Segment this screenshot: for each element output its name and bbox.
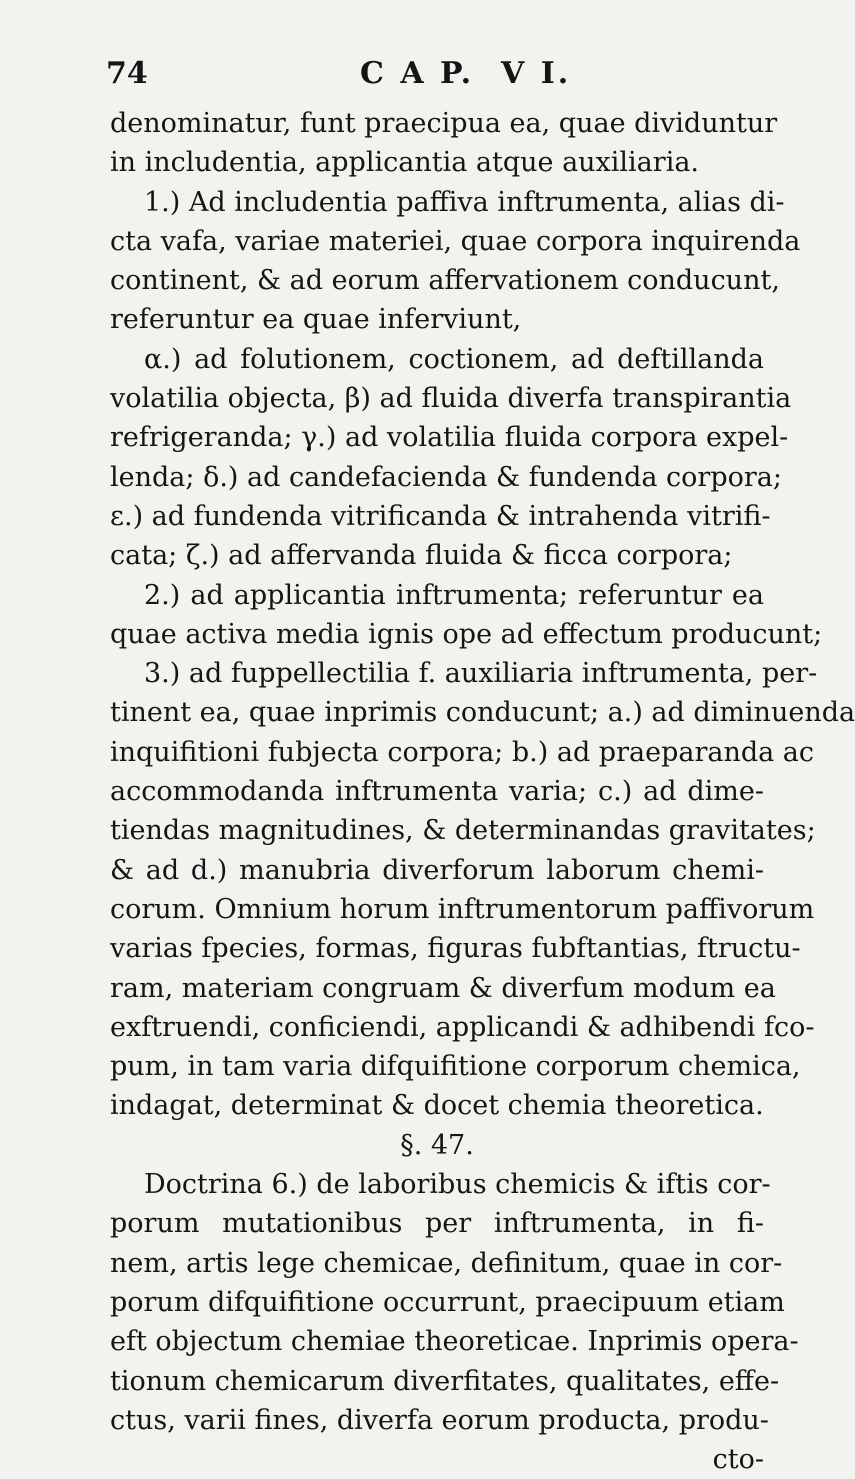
text-line: eft objectum chemiae theoreticae. Inprimis opera- <box>110 1326 799 1358</box>
text-line: denominatur, funt praecipua ea, quae dividuntur <box>110 108 778 139</box>
text-line: ctus, varii fines, diverfa eorum producta, produ- <box>110 1404 769 1436</box>
text-line: 2.) ad applicantia inftrumenta; referuntur ea <box>144 579 764 611</box>
section-heading: §. 47. <box>400 1129 474 1161</box>
text-line: ram, materiam congruam & diverfum modum ea <box>110 972 776 1004</box>
body-text <box>110 104 855 1479</box>
text-line: cta vafa, variae materiei, quae corpora inquirenda <box>110 225 801 257</box>
text-line: volatilia objecta, β) ad fluida diverfa transpirantia <box>110 383 792 415</box>
page-number: 74 <box>106 56 148 91</box>
catchword: cto- <box>712 1444 764 1476</box>
text-line: α.) ad folutionem, coctionem, ad deftillanda <box>144 343 764 375</box>
text-line: tionum chemicarum diverfitates, qualitates, effe- <box>110 1365 780 1397</box>
text-line: inquifitioni fubjecta corpora; b.) ad praeparanda ac <box>110 736 815 768</box>
text-line: indagat, determinat & docet chemia theoretica. <box>110 1090 764 1122</box>
page-header <box>0 52 800 96</box>
text-line: in includentia, applicantia atque auxiliaria. <box>110 147 700 179</box>
text-line: cata; ζ.) ad affervanda fluida & ficca corpora; <box>110 540 733 572</box>
text-line: 3.) ad fuppellectilia f. auxiliaria inftrumenta, per- <box>144 658 818 690</box>
text-line: refrigeranda; γ.) ad volatilia fluida corpora expel- <box>110 422 789 454</box>
text-line: continent, & ad eorum affervationem conducunt, <box>110 265 780 297</box>
text-line: accommodanda inftrumenta varia; c.) ad dime- <box>110 776 764 808</box>
text-line: Doctrina 6.) de laboribus chemicis & iftis cor- <box>144 1169 771 1201</box>
text-line: porum difquifitione occurrunt, praecipuum etiam <box>110 1286 785 1318</box>
text-line: tiendas magnitudines, & determinandas gravitates; <box>110 815 816 847</box>
text-line: nem, artis lege chemicae, definitum, quae in cor- <box>110 1247 783 1279</box>
text-line: pum, in tam varia difquifitione corporum chemica, <box>110 1051 801 1083</box>
text-line: referuntur ea quae inferviunt, <box>110 304 522 336</box>
running-head: C A P. V I. <box>360 56 572 91</box>
text-line: varias fpecies, formas, figuras fubftantias, ftructu- <box>110 933 801 965</box>
text-line: 1.) Ad includentia paffiva inftrumenta, alias di- <box>144 186 785 218</box>
text-line: tinent ea, quae inprimis conducunt; a.) ad diminuenda <box>110 697 855 729</box>
text-line: exftruendi, conficiendi, applicandi & adhibendi fco- <box>110 1011 815 1043</box>
text-line: & ad d.) manubria diverforum laborum chemi- <box>110 854 764 886</box>
text-line: quae activa media ignis ope ad effectum producunt; <box>110 618 823 650</box>
text-line: lenda; δ.) ad candefacienda & fundenda corpora; <box>110 461 782 493</box>
text-line: porum mutationibus per inftrumenta, in fi- <box>110 1208 764 1240</box>
text-line: ε.) ad fundenda vitrificanda & intrahenda vitrifi- <box>110 500 771 532</box>
text-line: corum. Omnium horum inftrumentorum paffivorum <box>110 893 815 925</box>
